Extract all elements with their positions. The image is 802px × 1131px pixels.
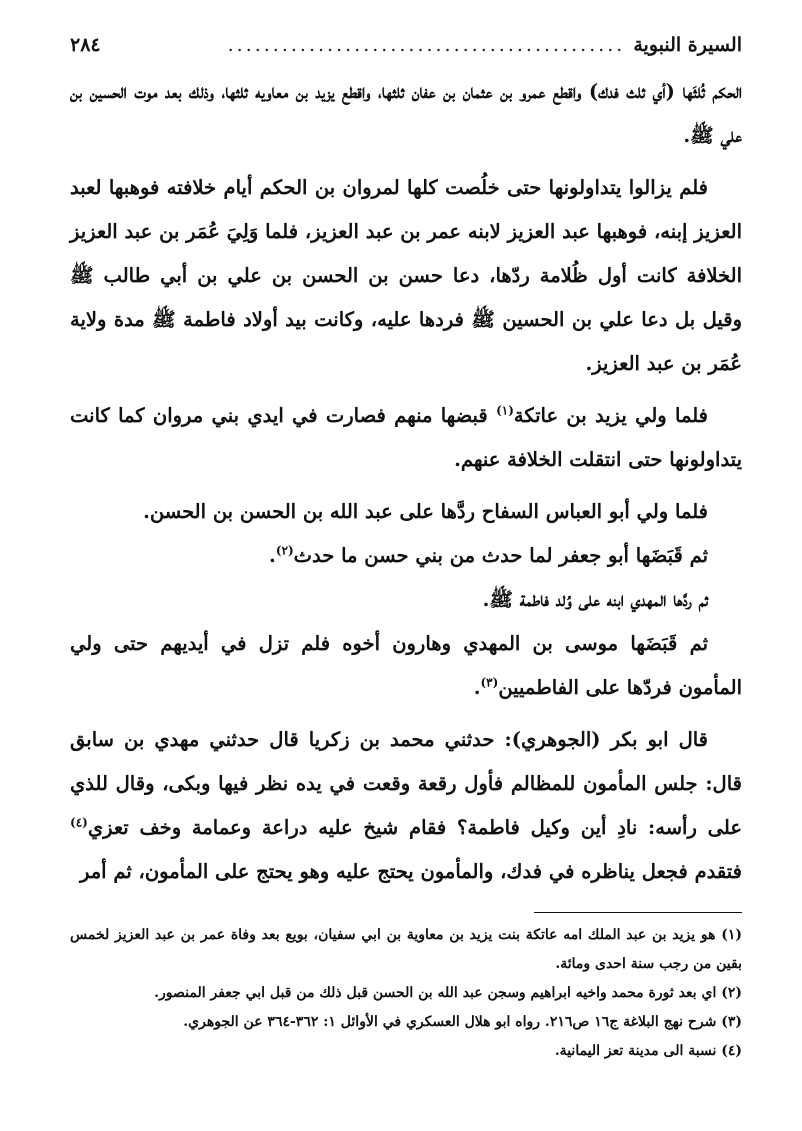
footnotes bbox=[70, 921, 742, 1066]
footnote-marker: (١) bbox=[496, 403, 514, 418]
page-number: ٢٨٤ bbox=[70, 34, 101, 56]
footnote: (٤) نسبة الى مدينة تعز اليمانية. bbox=[554, 1043, 742, 1059]
header-leader-dots: ............................................ bbox=[227, 34, 626, 56]
footnote-divider bbox=[534, 912, 742, 913]
running-title: السيرة النبوية bbox=[633, 34, 742, 56]
running-header bbox=[70, 34, 742, 70]
paragraph: قال ابو بكر (الجوهري): حدثني محمد بن زكريا قال حدثني مهدي بن سابق قال: جلس المأمون للمظالم فأول رقعة وقعت في يده نظر فيها وبكى، وقال للذي على رأسه: نادِ أين وكيل فاطمة؟ فقام شيخ عليه دراعة وعمامة وخف تعزي$^{(٤)}$ فتقدم فجعل يناظره في فدك، والمأمون يحتج عليه وهو يحتج على المأمون، ثم أمر bbox=[70, 728, 742, 883]
footnote: (١) هو يزيد بن عبد الملك امه عاتكة بنت يزيد بن معاوية بن ابي سفيان، بويع بعد وفاة عمر بن عبد العزيز لخمس بقين من رجب سنة احدى ومائة. bbox=[70, 927, 742, 972]
footnote: (٣) شرح نهج البلاغة ج١٦ ص٢١٦. رواه ابو هلال العسكري في الأوائل ١: ٣٦٢-٣٦٤ عن الجوهري. bbox=[183, 1014, 742, 1030]
footnote: (٢) اي بعد ثورة محمد واخيه ابراهيم وسجن عبد الله بن الحسن قبل ذلك من قبل ابي جعفر المنصور. bbox=[154, 985, 742, 1001]
footnote-marker: (٣) bbox=[480, 675, 499, 690]
main-text bbox=[70, 70, 742, 894]
footnote-marker: (٢) bbox=[275, 543, 294, 558]
footnote-marker: (٤) bbox=[70, 815, 88, 830]
paragraph: ثم قَبَضَها موسى بن المهدي وهارون أخوه فلم تزل في أيديهم حتى ولي المأمون فردّها على الفاطميين$^{(٣)}$. bbox=[70, 632, 742, 699]
paragraph: ثم ردَّها المهدي ابنه على وُلد فاطمة ﷺ. bbox=[482, 588, 708, 611]
paragraph: فلما ولي أبو العباس السفاح ردَّها على عبد الله بن الحسن بن الحسن. bbox=[143, 500, 708, 523]
paragraph: فلم يزالوا يتداولونها حتى خلُصت كلها لمروان بن الحكم أيام خلافته فوهبها لعبد العزيز إبنه، فوهبها عبد العزيز لابنه عمر بن عبد العزيز، فلما وَلِيَ عُمَر بن عبد العزيز الخلافة كانت أول ظُلامة ردّها، دعا حسن بن الحسن بن علي بن أبي طالب ﷺ وقيل بل دعا علي بن الحسين ﷺ فردها عليه، وكانت بيد أولاد فاطمة ﷺ مدة ولاية عُمَر بن عبد العزيز. bbox=[70, 176, 742, 375]
paragraph: الحكم ثُلثَها (أي ثلث فدك) واقطع عمرو بن عثمان بن عفان ثلثها، واقطع يزيد بن معاويه ثلثها، وذلك بعد موت الحسين بن علي ﷺ. bbox=[70, 80, 742, 147]
paragraph: ثم قَبَضَها أبو جعفر لما حدث من بني حسن ما حدث$^{(٢)}$. bbox=[269, 543, 708, 567]
paragraph: فلما ولي يزيد بن عاتكة$^{(١)}$ قبضها منهم فصارت في ايدي بني مروان كما كانت يتداولونها حتى انتقلت الخلافة عنهم. bbox=[70, 403, 742, 471]
